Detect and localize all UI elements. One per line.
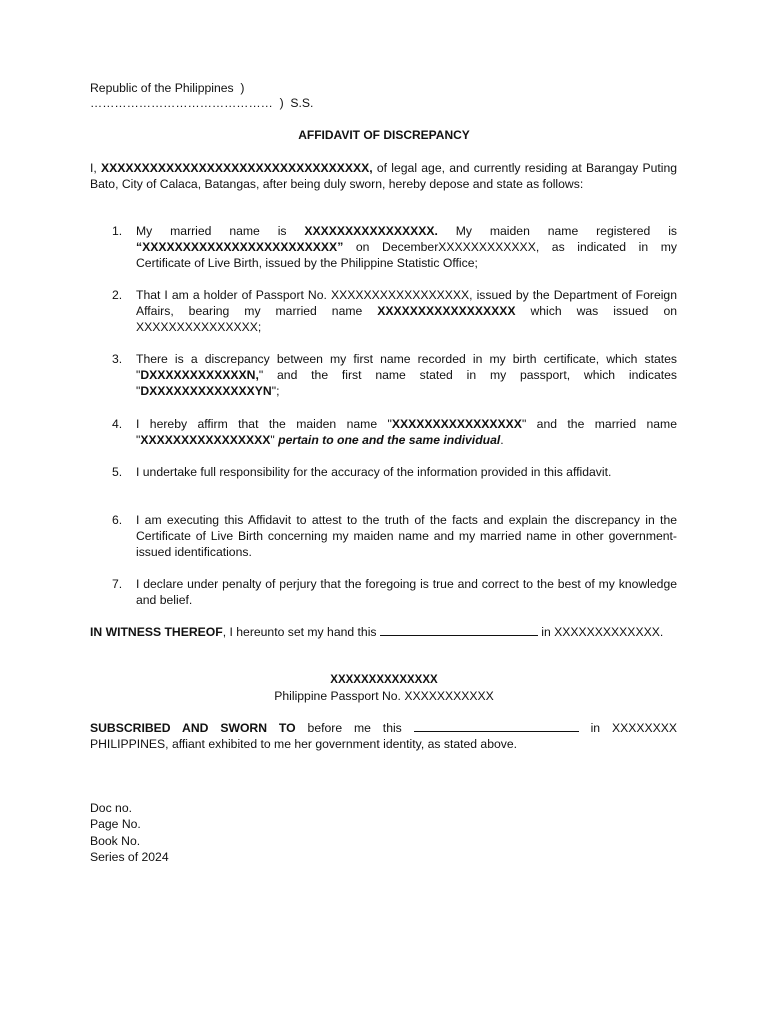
item-text-part: I hereby affirm that the maiden name ": [136, 417, 392, 431]
subscribed-text: before me this: [295, 721, 414, 735]
married-name: XXXXXXXXXXXXXXXX.: [304, 224, 438, 238]
date-blank-line: [380, 624, 538, 636]
witness-heading: IN WITNESS THEREOF: [90, 625, 223, 639]
item-text-part: ";: [271, 384, 280, 398]
intro-affiant-name: XXXXXXXXXXXXXXXXXXXXXXXXXXXXXXXXX,: [101, 161, 373, 175]
affiant-passport: Philippine Passport No. XXXXXXXXXXX: [274, 689, 494, 703]
item-text-part: which was issued on XXXXXXXXXXXXXXX;: [136, 304, 677, 334]
maiden-name: XXXXXXXXXXXXXXXX: [391, 417, 522, 431]
item-number: 2.: [112, 288, 123, 302]
same-individual-phrase: pertain to one and the same individual: [278, 433, 501, 447]
item-text-part: That I am a holder of Passport No. XXXXXXXXXXXXXXXXX, issued by the Department of Foreign Affairs, bearing my married name: [136, 288, 677, 318]
item-text-part: ": [270, 433, 279, 447]
item-text-part: My maiden name registered is: [437, 224, 678, 238]
item-text-part: .: [500, 433, 504, 447]
series: Series of 2024: [90, 849, 169, 864]
item-number: 1.: [112, 224, 123, 238]
passport-first-name: DXXXXXXXXXXXXXYN: [140, 384, 272, 398]
item-number: 3.: [112, 352, 123, 366]
item-text: I declare under penalty of perjury that the foregoing is true and correct to the best of my knowledge and belief.: [136, 577, 677, 607]
book-no: Book No.: [90, 833, 141, 848]
header-republic: Republic of the Philippines ): [90, 81, 245, 95]
intro-i: I,: [90, 161, 102, 175]
subscribed-place: in XXXXXXXX PHILIPPINES, affiant exhibited to me her government identity, as stated above.: [90, 721, 677, 751]
item-text-part: " and the first name stated in my passport, which indicates ": [136, 368, 677, 398]
item-number: 7.: [112, 577, 123, 591]
intro-rest: of legal age, and currently residing at Barangay Puting Bato, City of Calaca, Batangas, after being duly sworn, hereby depose and state as follows:: [90, 161, 678, 191]
item-number: 5.: [112, 465, 123, 479]
subscribed-date-blank-line: [414, 720, 579, 732]
item-number: 6.: [112, 513, 123, 527]
item-text: I undertake full responsibility for the accuracy of the information provided in this affidavit.: [136, 465, 612, 479]
intro-paragraph: [90, 160, 677, 192]
item-text: [136, 351, 677, 399]
witness-text: , I hereunto set my hand this: [222, 625, 380, 639]
item-text-part: My married name is: [136, 224, 305, 238]
item-text: [136, 223, 677, 271]
item-text: [136, 287, 677, 335]
page-no: Page No.: [90, 817, 141, 832]
item-number: 4.: [112, 417, 123, 431]
document-title: AFFIDAVIT OF DISCREPANCY: [298, 128, 470, 142]
witness-paragraph: [90, 624, 677, 640]
married-name: XXXXXXXXXXXXXXXX: [140, 433, 271, 447]
subscribed-heading: SUBSCRIBED AND SWORN TO: [90, 721, 296, 735]
item-text-part: " and the married name ": [136, 417, 677, 447]
birth-certificate-first-name: DXXXXXXXXXXXXN,: [140, 368, 259, 382]
subscribed-paragraph: [90, 720, 677, 752]
header-ss: ……………………………………… ) S.S.: [90, 96, 314, 110]
item-text-part: There is a discrepancy between my first name recorded in my birth certificate, which states ": [136, 352, 677, 382]
affiant-name: XXXXXXXXXXXXXX: [330, 674, 438, 686]
witness-place: in XXXXXXXXXXXXX.: [537, 625, 664, 639]
item-text: I am executing this Affidavit to attest to the truth of the facts and explain the discrepancy in the Certificate of Live Birth concerning my maiden name and my married name in other government-issued identifications.: [136, 513, 677, 559]
doc-no: Doc no.: [90, 801, 133, 815]
item-text: [136, 416, 677, 448]
notarial-register: [90, 800, 169, 865]
married-name: XXXXXXXXXXXXXXXXX: [377, 304, 516, 318]
maiden-name: “XXXXXXXXXXXXXXXXXXXXXXXX”: [136, 240, 344, 254]
item-text-part: on DecemberXXXXXXXXXXXX, as indicated in my Certificate of Live Birth, issued by the Philippine Statistic Office;: [136, 240, 677, 270]
